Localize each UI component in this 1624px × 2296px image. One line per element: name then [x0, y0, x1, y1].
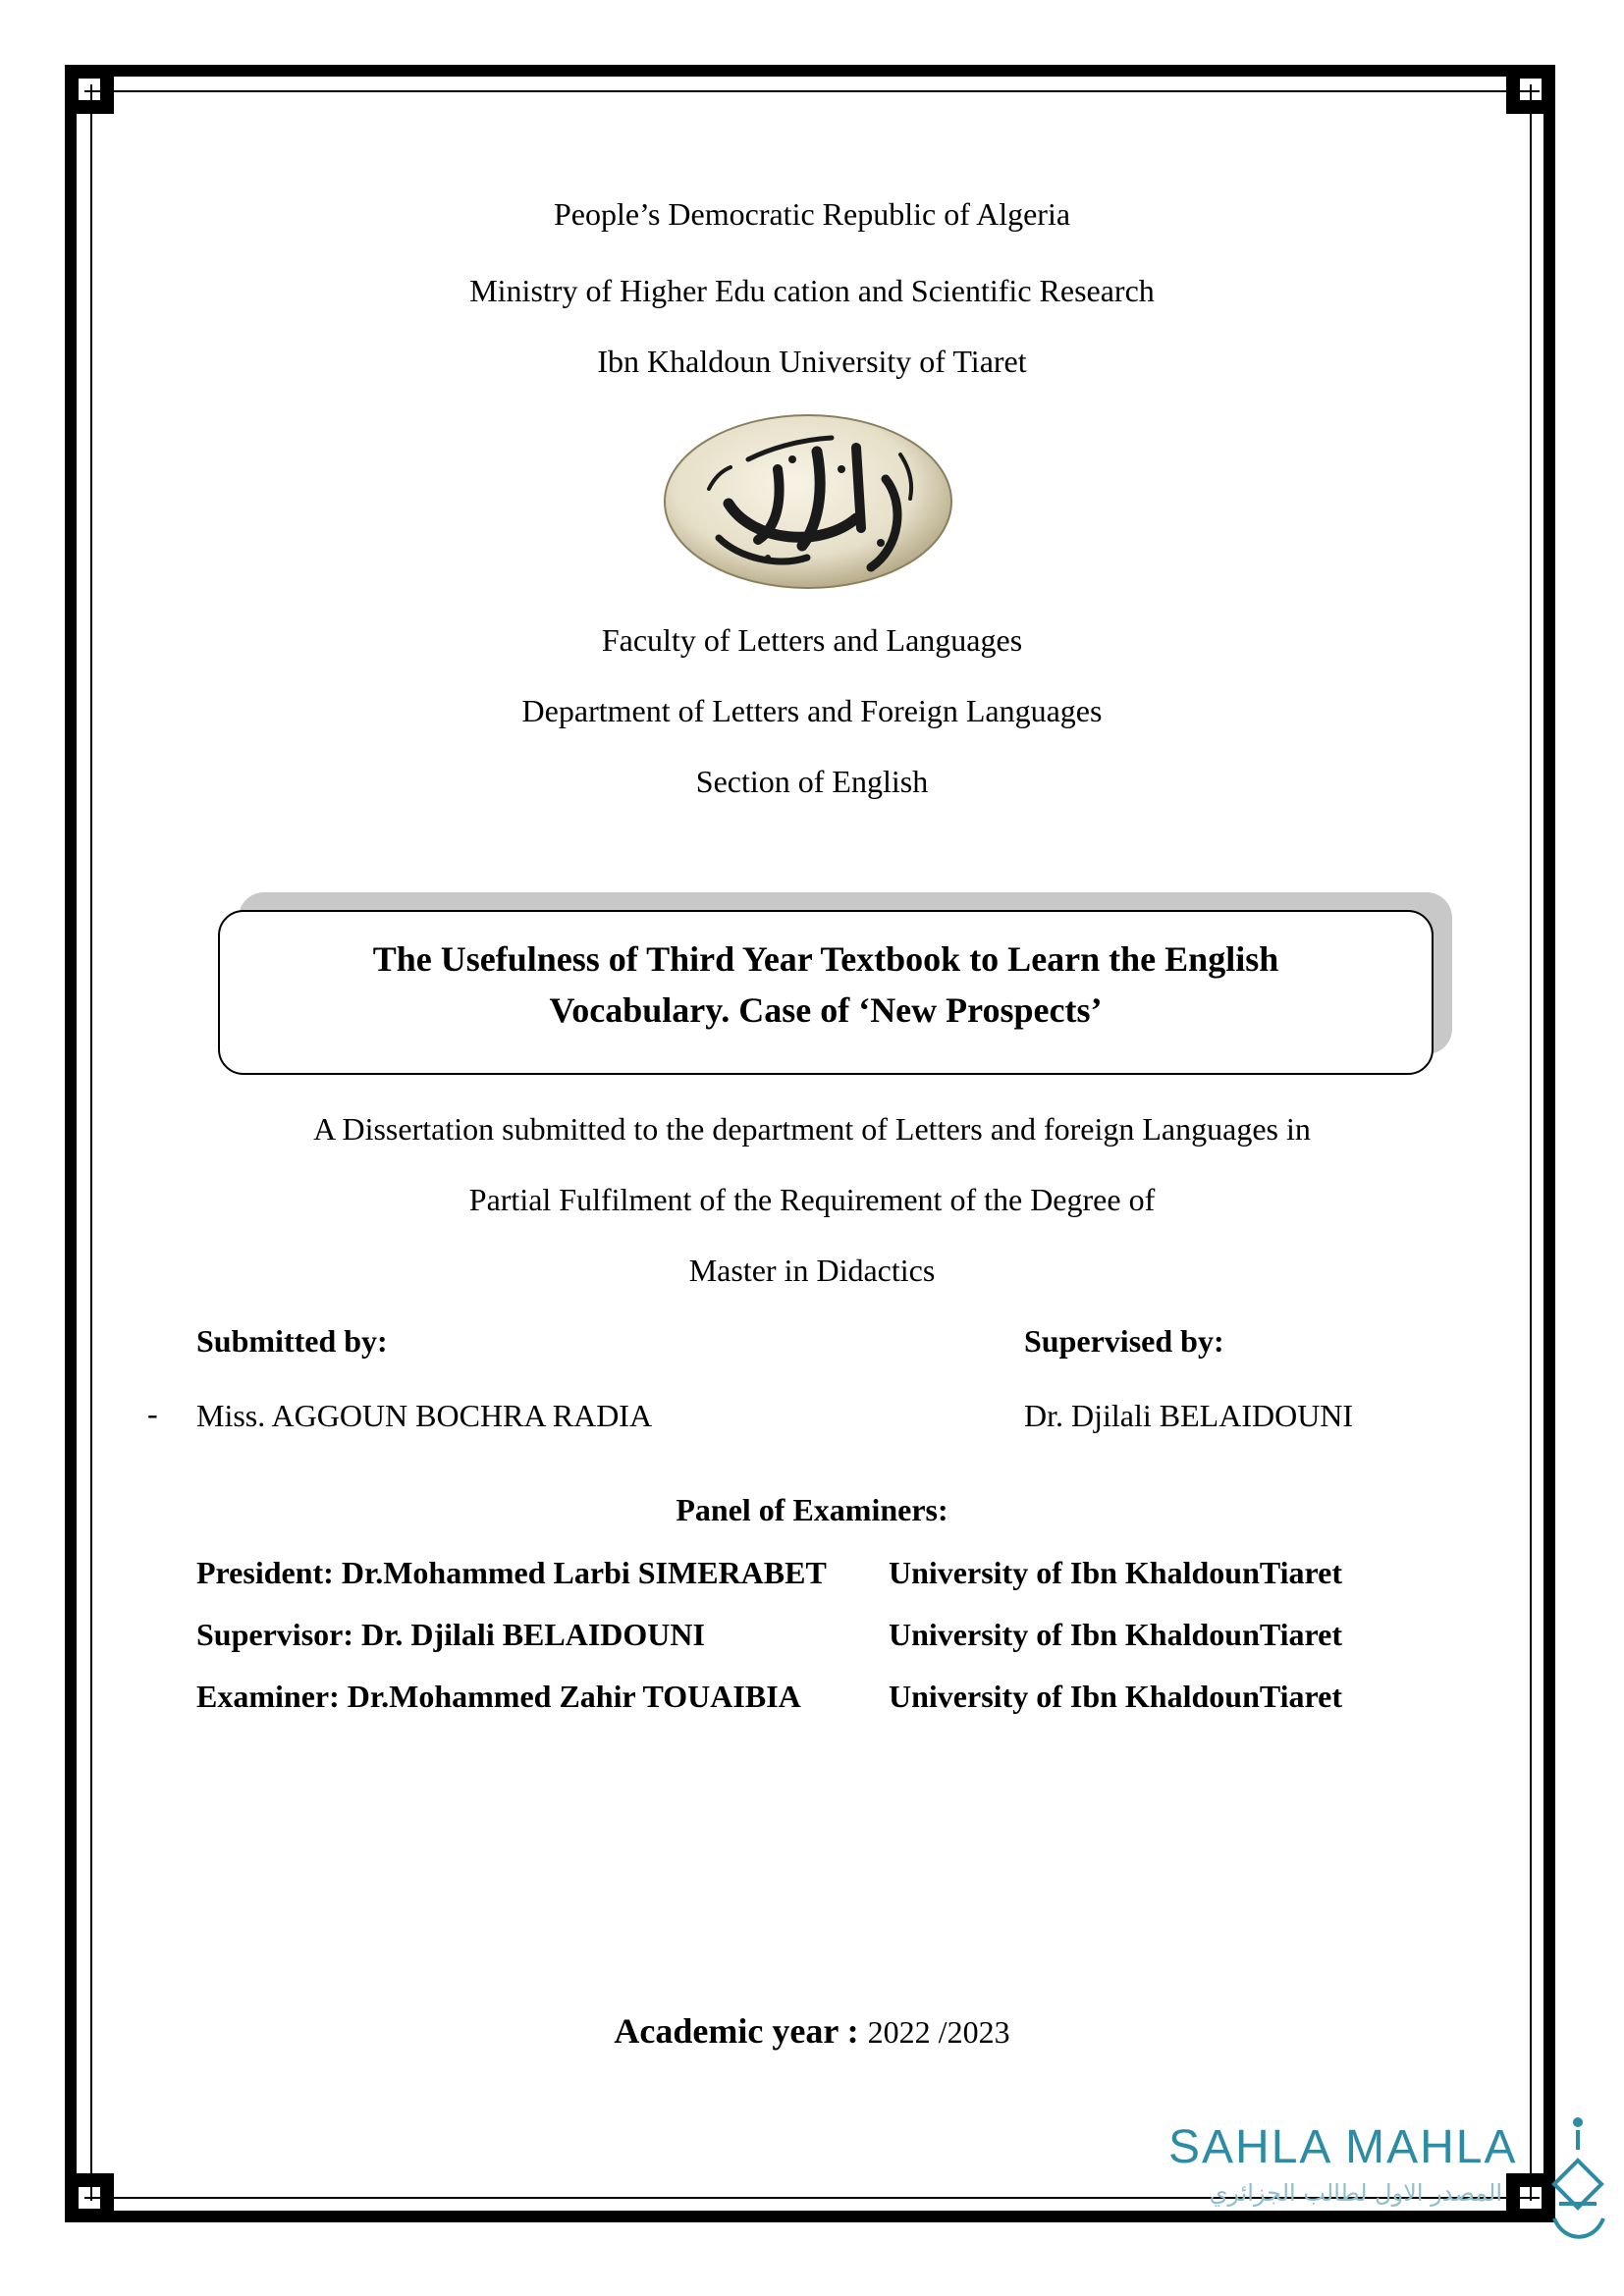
panel-member-role: Supervisor: Dr. Djilali BELAIDOUNI	[196, 1617, 705, 1652]
faculty-name: Faculty of Letters and Languages	[601, 622, 1023, 658]
panel-member-affiliation: University of Ibn KhaldounTiaret	[889, 1679, 1343, 1714]
title-line-2: Vocabulary. Case of ‘New Prospects’	[549, 990, 1103, 1030]
degree-name: Master in Didactics	[688, 1253, 936, 1288]
academic-year-value: 2022 /2023	[867, 2014, 1010, 2050]
supervised-by-label: Supervised by:	[1024, 1323, 1224, 1359]
panel-member-role: Examiner: Dr.Mohammed Zahir TOUAIBIA	[196, 1679, 801, 1714]
department-name: Department of Letters and Foreign Languages	[521, 693, 1103, 728]
university-name: Ibn Khaldoun University of Tiaret	[597, 344, 1027, 379]
panel-heading: Panel of Examiners:	[676, 1492, 948, 1527]
list-dash: -	[147, 1396, 158, 1431]
watermark-tagline: المصدر الاول لطالب الجزائري	[1209, 2179, 1502, 2207]
title-line-1: The Usefulness of Third Year Textbook to Learn the English	[372, 939, 1279, 979]
dissertation-statement-line-2: Partial Fulfilment of the Requirement of the Degree of	[468, 1182, 1156, 1217]
ministry-name: Ministry of Higher Edu cation and Scientific Research	[469, 273, 1155, 308]
sahla-mahla-logo-icon	[1540, 2110, 1616, 2258]
academic-year	[0, 2010, 1624, 2052]
dissertation-title	[220, 934, 1432, 1036]
submitted-by-label: Submitted by:	[196, 1323, 388, 1359]
university-calligraphy-seal-icon	[660, 410, 956, 593]
panel-member-affiliation: University of Ibn KhaldounTiaret	[889, 1617, 1343, 1652]
university-logo	[660, 410, 956, 593]
panel-member-role: President: Dr.Mohammed Larbi SIMERABET	[196, 1555, 827, 1590]
academic-year-label: Academic year :	[614, 2011, 868, 2051]
title-box	[218, 910, 1434, 1075]
country-name: People’s Democratic Republic of Algeria	[553, 196, 1071, 232]
panel-member-affiliation: University of Ibn KhaldounTiaret	[889, 1555, 1343, 1590]
sahla-mahla-watermark	[1168, 2110, 1620, 2258]
section-name: Section of English	[695, 764, 929, 799]
dissertation-statement-line-1: A Dissertation submitted to the department of Letters and foreign Languages in	[313, 1111, 1311, 1147]
watermark-brand: SAHLA MAHLA	[1168, 2121, 1518, 2173]
student-name: Miss. AGGOUN BOCHRA RADIA	[196, 1398, 653, 1433]
supervisor-name: Dr. Djilali BELAIDOUNI	[1024, 1398, 1354, 1433]
